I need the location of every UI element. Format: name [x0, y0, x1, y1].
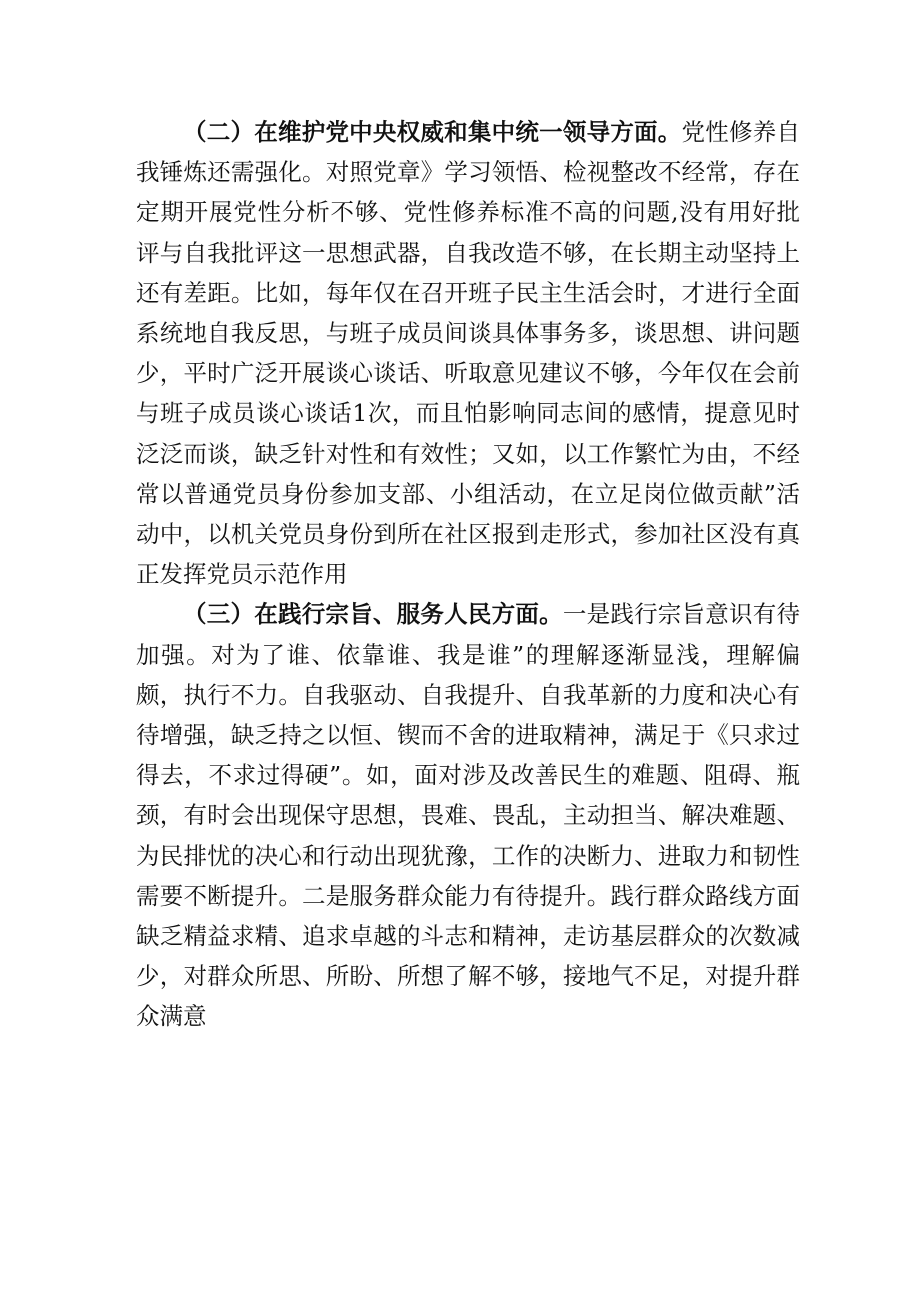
document-page [136, 112, 800, 1037]
paragraph-section-2 [136, 112, 800, 594]
section-body-2: 党性修养自我锤炼还需强化。对照党章》学习领悟、检视整改不经常，存在定期开展党性分析不够、党性修养标准不高的问题,没有用好批评与自我批评这一思想武器，自我改造不够，在长期主动坚持上还有差距。比如，每年仅在召开班子民主生活会时，才进行全面系统地自我反思，与班子成员间谈具体事务多，谈思想、讲问题少，平时广泛开展谈心谈话、听取意见建议不够，今年仅在会前与班子成员谈心谈话1次，而且怕影响同志间的感情，提意见时泛泛而谈，缺乏针对性和有效性；又如，以工作繁忙为由，不经常以普通党员身份参加支部、小组活动，在立足岗位做贡献”活动中，以机关党员身份到所在社区报到走形式，参加社区没有真正发挥党员示范作用 [136, 118, 801, 589]
section-heading-3: （三）在践行宗旨、服务人民方面。 [183, 600, 563, 629]
paragraph-section-3 [136, 594, 800, 1036]
section-heading-2: （二）在维护党中央权威和集中统一领导方面。 [183, 118, 682, 146]
section-body-3: 一是践行宗旨意识有待加强。对为了谁、依靠谁、我是谁”的理解逐渐显浅，理解偏颇，执行不力。自我驱动、自我提升、自我革新的力度和决心有待增强，缺乏持之以恒、锲而不舍的进取精神，满足于《只求过得去，不求过得硬”。如，面对涉及改善民生的难题、阻碍、瓶颈，有时会出现保守思想，畏难、畏乱，主动担当、解决难题、为民排忧的决心和行动出现犹豫，工作的决断力、进取力和韧性需要不断提升。二是服务群众能力有待提升。践行群众路线方面缺乏精益求精、追求卓越的斗志和精神，走访基层群众的次数减少，对群众所思、所盼、所想了解不够，接地气不足，对提升群众满意 [136, 600, 801, 1031]
